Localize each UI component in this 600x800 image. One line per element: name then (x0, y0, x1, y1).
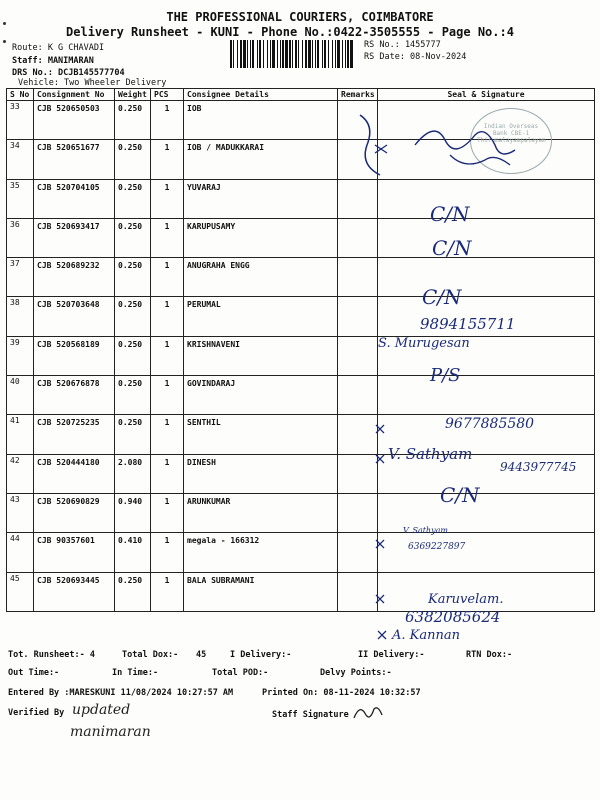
cell-pcs: 1 (151, 336, 184, 375)
drs-number: DRS No.: DCJB145577704 (12, 68, 125, 78)
cell-consignment: CJB 520650503 (34, 101, 115, 140)
ps-mark: P/S (430, 365, 461, 386)
col-weight: Weight (115, 89, 151, 101)
cell-consignee: IOB (184, 101, 338, 140)
table-header-row (7, 89, 595, 101)
cell-weight: 0.250 (115, 572, 151, 611)
cell-weight: 0.250 (115, 140, 151, 179)
cell-pcs: 1 (151, 179, 184, 218)
cell-pcs: 1 (151, 297, 184, 336)
cell-pcs: 1 (151, 572, 184, 611)
cell-consignee: BALA SUBRAMANI (184, 572, 338, 611)
cell-consignee: ARUNKUMAR (184, 493, 338, 532)
table-row (7, 218, 595, 257)
cell-weight: 0.250 (115, 415, 151, 454)
rtn-dox: RTN Dox:- (466, 650, 513, 660)
table-row (7, 336, 595, 375)
cell-weight: 0.410 (115, 533, 151, 572)
cell-pcs: 1 (151, 493, 184, 532)
cell-sno: 41 (7, 415, 34, 454)
phone-45: 6382085624 (405, 608, 501, 626)
table-row (7, 572, 595, 611)
cell-sno: 36 (7, 218, 34, 257)
cell-consignee: megala - 166312 (184, 533, 338, 572)
cell-weight: 0.250 (115, 336, 151, 375)
total-dox-label: Total Dox:- (122, 650, 179, 660)
staff-signature-scribble (352, 703, 384, 723)
rs-number: RS No.: 1455777 (364, 40, 441, 50)
scan-dot (3, 40, 6, 43)
cell-remarks (338, 258, 378, 297)
cell-pcs: 1 (151, 376, 184, 415)
cell-weight: 0.940 (115, 493, 151, 532)
cell-consignment: CJB 520676878 (34, 376, 115, 415)
bank-seal-stamp: Indian Overseas Bank CBE-1 Thirumalayampalayam (470, 108, 552, 174)
cell-signature (378, 218, 595, 257)
cell-sno: 45 (7, 572, 34, 611)
table-row (7, 258, 595, 297)
cell-weight: 0.250 (115, 297, 151, 336)
cell-weight: 2.080 (115, 454, 151, 493)
cn-mark: C/N (440, 483, 480, 507)
cn-mark: C/N (432, 236, 472, 260)
col-remarks: Remarks (338, 89, 378, 101)
col-seal-signature: Seal & Signature (378, 89, 595, 101)
company-title: THE PROFESSIONAL COURIERS, COIMBATORE (166, 10, 434, 24)
printed-on: Printed On: 08-11-2024 10:32:57 (262, 688, 421, 698)
cell-sno: 38 (7, 297, 34, 336)
cell-consignee: DINESH (184, 454, 338, 493)
scan-dot (3, 22, 6, 25)
barcode-image (230, 40, 354, 68)
table-row (7, 376, 595, 415)
total-pod: Total POD:- (212, 668, 269, 678)
staff-signature-label: Staff Signature (272, 710, 349, 720)
cell-sno: 33 (7, 101, 34, 140)
cell-signature (378, 258, 595, 297)
table-row (7, 493, 595, 532)
cell-pcs: 1 (151, 140, 184, 179)
name-45b: A. Kannan (392, 628, 460, 643)
cell-consignment: CJB 520568189 (34, 336, 115, 375)
phone-41: 9677885580 (445, 416, 535, 432)
cell-weight: 0.250 (115, 218, 151, 257)
ii-delivery: II Delivery:- (358, 650, 425, 660)
cell-consignment: CJB 520689232 (34, 258, 115, 297)
verified-by: Verified By (8, 708, 65, 718)
phone-43: 6369227897 (408, 542, 466, 552)
cell-consignment: CJB 520703648 (34, 297, 115, 336)
cell-sno: 42 (7, 454, 34, 493)
cell-pcs: 1 (151, 101, 184, 140)
cell-consignment: CJB 520693417 (34, 218, 115, 257)
tot-runsheet: Tot. Runsheet:- 4 (8, 650, 95, 660)
name-45: Karuvelam. (428, 592, 504, 607)
cell-pcs: 1 (151, 258, 184, 297)
cell-sno: 39 (7, 336, 34, 375)
cell-consignment: CJB 520693445 (34, 572, 115, 611)
cross-marks (372, 395, 402, 645)
cn-mark: C/N (422, 285, 462, 309)
rs-date: RS Date: 08-Nov-2024 (364, 52, 467, 62)
phone-42: 9443977745 (500, 460, 577, 474)
col-sno: S No (7, 89, 34, 101)
vehicle-label: Vehicle: Two Wheeler Delivery (18, 78, 167, 88)
cell-sno: 43 (7, 493, 34, 532)
cell-sno: 37 (7, 258, 34, 297)
cell-consignee: KRISHNAVENI (184, 336, 338, 375)
cell-weight: 0.250 (115, 258, 151, 297)
cell-consignee: GOVINDARAJ (184, 376, 338, 415)
cell-signature (378, 376, 595, 415)
cell-consignee: KARUPUSAMY (184, 218, 338, 257)
runsheet-title: Delivery Runsheet - KUNI - Phone No.:0422-3505555 - Page No.:4 (66, 25, 514, 39)
cell-consignment: CJB 520651677 (34, 140, 115, 179)
cell-consignee: IOB / MADUKKARAI (184, 140, 338, 179)
col-pcs: PCS (151, 89, 184, 101)
cell-pcs: 1 (151, 218, 184, 257)
cell-weight: 0.250 (115, 376, 151, 415)
col-consignment: Consignment No (34, 89, 115, 101)
cell-sno: 35 (7, 179, 34, 218)
name-39: S. Murugesan (378, 336, 470, 351)
cell-consignee: PERUMAL (184, 297, 338, 336)
name-42: V. Sathyam (388, 445, 473, 463)
total-dox-value: 45 (196, 650, 207, 660)
name-43: V. Sathyam (403, 526, 448, 535)
delvy-points: Delvy Points:- (320, 668, 392, 678)
entered-by: Entered By :MARESKUNI 11/08/2024 10:27:57 AM (8, 688, 234, 698)
cell-weight: 0.250 (115, 179, 151, 218)
cell-consignment: CJB 520704105 (34, 179, 115, 218)
cell-consignee: YUVARAJ (184, 179, 338, 218)
col-consignee: Consignee Details (184, 89, 338, 101)
cell-consignment: CJB 520690829 (34, 493, 115, 532)
staff-label: Staff: MANIMARAN (12, 56, 94, 66)
cell-sno: 34 (7, 140, 34, 179)
cell-remarks (338, 297, 378, 336)
cell-pcs: 1 (151, 415, 184, 454)
cell-consignee: SENTHIL (184, 415, 338, 454)
cell-sno: 40 (7, 376, 34, 415)
cell-remarks (338, 336, 378, 375)
verified-note-1: updated (72, 702, 131, 718)
cell-consignee: ANUGRAHA ENGG (184, 258, 338, 297)
phone-38: 9894155711 (420, 315, 516, 333)
cell-pcs: 1 (151, 454, 184, 493)
cn-mark: C/N (430, 202, 470, 226)
cell-remarks (338, 218, 378, 257)
cell-pcs: 1 (151, 533, 184, 572)
i-delivery: I Delivery:- (230, 650, 292, 660)
table-row (7, 533, 595, 572)
cell-sno: 44 (7, 533, 34, 572)
verified-note-2: manimaran (70, 724, 151, 740)
cell-consignment: CJB 520725235 (34, 415, 115, 454)
signature-scribble-33 (355, 105, 525, 185)
cell-consignment: CJB 520444180 (34, 454, 115, 493)
out-time: Out Time:- (8, 668, 60, 678)
route-label: Route: K G CHAVADI (12, 43, 105, 53)
cell-signature (378, 533, 595, 572)
cell-weight: 0.250 (115, 101, 151, 140)
cell-consignment: CJB 90357601 (34, 533, 115, 572)
in-time: In Time:- (112, 668, 159, 678)
